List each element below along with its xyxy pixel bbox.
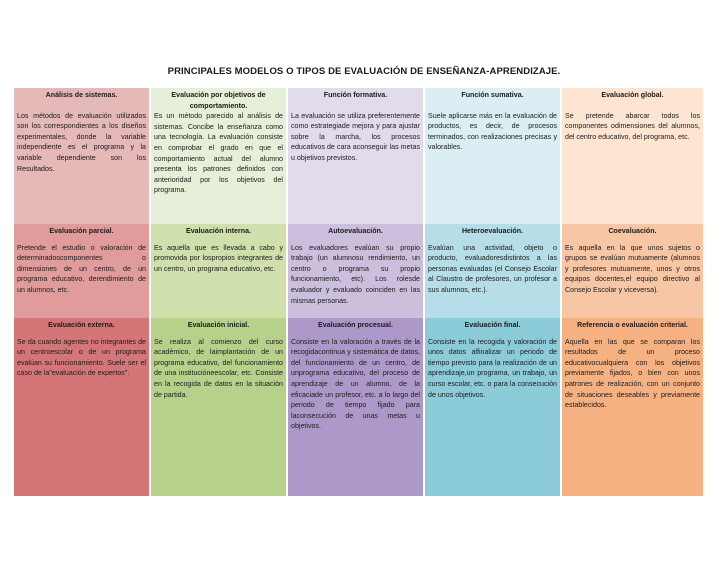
- cell-text: Consiste en la recogida y valoración de unos datos alfinalizar un periodo de tiempo previsto para la realización de un aprendizaje,un programa, un trabajo, un curso escolar, etc. o para la consecución de unos objetivos.: [428, 337, 557, 399]
- cell-text: Es un método parecido al análisis de sistemas. Concibe la enseñanza como una tecnología. La evaluación consiste en comprobar el grado en que el comportamiento actual del alumno presenta los patrones definidos con anterioridad por los objetivos del programa.: [154, 112, 283, 195]
- cell-text: Aquella en las que se comparan los resultados de un proceso educativocualquiera con los objetivos previamente fijados, o bien con unos patrones de realización, con un conjunto de situaciones deseables y previamente establecidos.: [565, 337, 700, 410]
- cell-heading: Autoevaluación.: [328, 227, 383, 235]
- cell-text: Se realiza al comienzo del curso académico, de laimplantación de un programa educativo, del funcionamiento de una institucióneescolar, etc. Consiste en la recogida de datos en la situación de partida.: [154, 337, 283, 399]
- cell-heading: Evaluación parcial.: [49, 227, 114, 235]
- page-title: PRINCIPALES MODELOS O TIPOS DE EVALUACIÓN DE ENSEÑANZA-APRENDIZAJE.: [167, 66, 561, 77]
- cell-heading: Evaluación global.: [601, 91, 664, 99]
- cell-evaluacion-criterial: [562, 318, 703, 496]
- cell-text: Evalúan una actividad, objeto o producto, evaluadoresdistintos a las personas evaluadas (el Consejo Escolar al Claustro de profesores, un profesor a sus alumnos, etc.).: [428, 243, 557, 294]
- cell-text: Se da cuando agentes no integrantes de un centroescolar o de un programa evalúan su funcionamiento. Suele ser el caso de la"evaluación de expertos".: [17, 337, 146, 378]
- cell-heading: Función formativa.: [323, 91, 388, 99]
- cell-text: Pretende el estudio o valoración de determinadoscomponentes o dimensiones de un centro, de un programa educativo, derendimiento de un alumnos, etc.: [17, 243, 146, 294]
- cell-heading: Evaluación interna.: [185, 227, 252, 235]
- cell-heading: Coevaluación.: [608, 227, 657, 235]
- cell-evaluacion-interna: [151, 224, 286, 318]
- cell-heading: Análisis de sistemas.: [45, 91, 118, 99]
- cell-evaluacion-final: [425, 318, 560, 496]
- cell-text: Es aquella en la que unos sujetos o grupos se evalúan mutuamente (alumnos y profesores mutuamente, unos y otros equipos docentes,el equipo directivo al Consejo Escolar y viceversa).: [565, 243, 700, 294]
- cell-heading: Referencia o evaluación criterial.: [577, 321, 688, 329]
- cell-evaluacion-externa: [14, 318, 149, 496]
- cell-text: Los evaluadores evalúan su propio trabajo (un alumnosu rendimiento, un centro o programa su propio funcionamiento, etc). Los rolesde evaluador y evaluado coinciden en las mismas personas.: [291, 243, 420, 305]
- cell-evaluacion-global: [562, 88, 703, 224]
- cell-text: Los métodos de evaluación utilizados son los correspondientes a los diseños experimentales, donde la variable independiente es el programa y la variable dependiente son los Resultados.: [17, 111, 146, 173]
- cell-heading: Evaluación final.: [464, 321, 521, 329]
- cell-evaluacion-inicial: [151, 318, 286, 496]
- cell-heading: Evaluación procesual.: [318, 321, 393, 329]
- cell-heading: Heteroevaluación.: [461, 227, 524, 235]
- evaluation-table: [14, 88, 706, 496]
- cell-autoevaluacion: [288, 224, 423, 318]
- cell-text: Se pretende abarcar todos los componentes odimensiones del alumnos, del centro educativo, del programa, etc.: [565, 111, 700, 141]
- cell-heading: Evaluación externa.: [48, 321, 115, 329]
- cell-heading: Función sumativa.: [461, 91, 524, 99]
- cell-analisis-sistemas: [14, 88, 149, 224]
- cell-evaluacion-parcial: [14, 224, 149, 318]
- cell-funcion-formativa: [288, 88, 423, 224]
- cell-heading: Evaluación inicial.: [187, 321, 250, 329]
- cell-evaluacion-procesual: [288, 318, 423, 496]
- cell-text: Es aquella que es llevada a cabo y promovida por lospropios integrantes de un centro, un programa educativo, etc.: [154, 243, 283, 273]
- cell-text: Consiste en la valoración a través de la recogidacontinua y sistemática de datos, del funcionamiento de un centro, de unprograma educativo, del proceso de aprendizaje de un alumno, de la eficaciade un profesor, etc. a lo largo del periodo de tiempo fijado para laconsecución de unas metas u objetivos.: [291, 337, 420, 431]
- cell-text: Suele aplicarse más en la evaluación de productos, es decir, de procesos terminados, con realizaciones precisas y valorables.: [428, 111, 557, 152]
- cell-heteroevaluacion: [425, 224, 560, 318]
- cell-coevaluacion: [562, 224, 703, 318]
- cell-heading: Evaluación por objetivos de comportamiento.: [171, 91, 266, 110]
- cell-funcion-sumativa: [425, 88, 560, 224]
- cell-evaluacion-objetivos: [151, 88, 286, 224]
- cell-text: La evaluación se utiliza preferentemente como estrategiade mejora y para ajustar sobre la marcha, los procesos educativos de cara aconseguir las metas u objetivos previstos.: [291, 111, 420, 162]
